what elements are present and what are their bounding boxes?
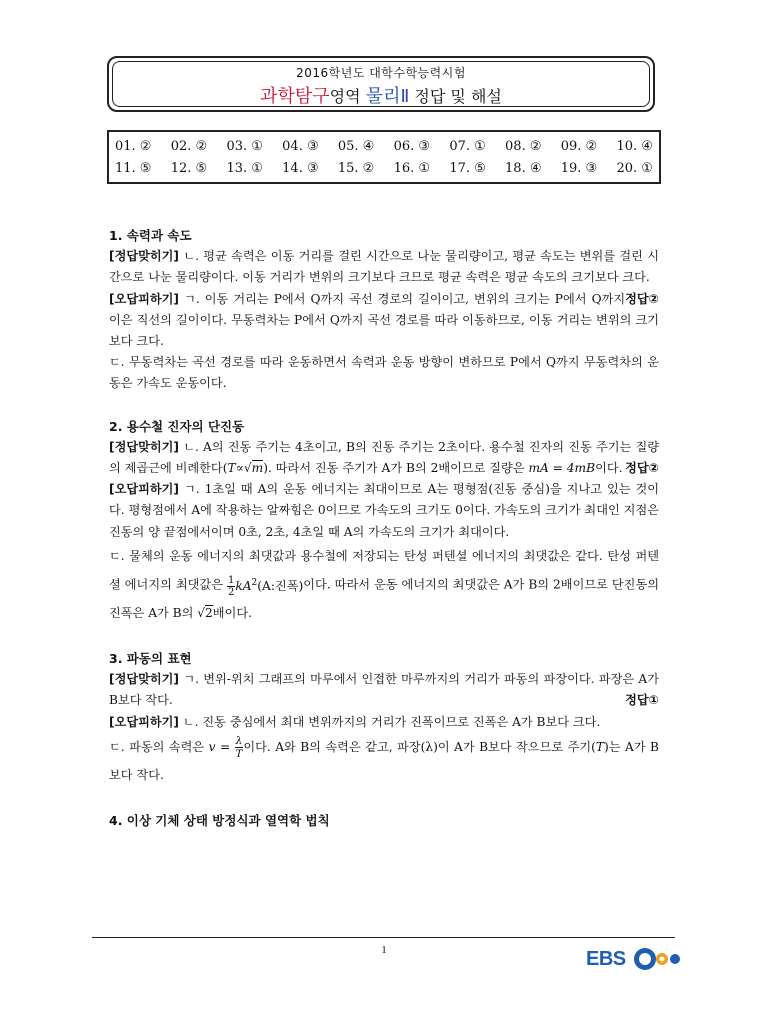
correct-text-c: 이다. — [595, 461, 623, 476]
fraction-denominator: T — [235, 747, 243, 760]
subject-title — [109, 82, 653, 108]
wrong-explanation-2: ㄷ. 무동력차는 곡선 경로를 따라 운동하면서 속력과 운동 방향이 변하므로 P에서 Q까지 무동력차의 운동은 가속도 운동이다. — [109, 355, 659, 391]
answer-cell: 20. ① — [616, 161, 653, 176]
answer-cell: 15. ② — [337, 161, 375, 176]
formula-mass-var: m — [251, 461, 264, 476]
answer-cell: 12. ⑤ — [170, 161, 208, 176]
subject-category: 과학탐구 — [260, 86, 330, 107]
answer-cell: 03. ① — [226, 139, 263, 154]
correct-explanation — [109, 437, 659, 479]
answer-cell: 06. ③ — [393, 139, 431, 154]
answer-cell: 11. ⑤ — [115, 161, 152, 176]
ebs-logo-text: EBS — [586, 947, 626, 970]
answer-cell: 19. ③ — [560, 161, 598, 176]
ebs-logo — [586, 945, 684, 973]
formula-period: T — [595, 739, 605, 754]
question-heading: 2. 용수철 진자의 단진동 — [109, 418, 245, 434]
answer-cell: 13. ① — [226, 161, 263, 176]
fraction-numerator: 1 — [227, 574, 235, 586]
wrong-text-2c: 배이다. — [212, 605, 252, 620]
answer-key-table — [107, 130, 661, 184]
formula-sqrt: √m — [243, 461, 264, 476]
answer-mark: 정답① — [625, 693, 659, 708]
answer-cell: 10. ④ — [616, 139, 653, 154]
title-suffix: 정답 및 해설 — [414, 87, 502, 106]
answer-cell: 16. ① — [393, 161, 431, 176]
answer-cell: 04. ③ — [282, 139, 319, 154]
subject-name: 물리Ⅱ — [365, 86, 410, 107]
formula-kA: kA — [235, 578, 252, 593]
wrong-explanation — [109, 479, 659, 543]
wrong-explanation — [109, 712, 659, 733]
formula-period: T — [227, 461, 236, 476]
wrong-explanation-2 — [109, 543, 659, 627]
wrong-text-2a: ㄷ. 물체의 운동 에너지의 최댓값과 용수철에 저장되는 탄성 퍼텐셜 에너지의 최댓값은 같다. 탄성 퍼텐셜 에너지의 최댓값은 — [109, 548, 659, 592]
formula-v: v = — [208, 739, 231, 754]
wrong-text: ㄴ. 진동 중심에서 최대 변위까지의 거리가 진폭이므로 진폭은 A가 B보다 크다. — [182, 714, 601, 729]
correct-label: [정답맞히기] — [109, 249, 180, 264]
wrong-label: [오답피하기] — [109, 482, 180, 497]
fraction-numerator: λ — [235, 734, 243, 747]
correct-text-b: ). 따라서 진동 주기가 A가 B의 2배이므로 질량은 — [263, 461, 525, 476]
formula-proportional: ∝ — [235, 461, 244, 476]
answer-cell: 08. ② — [505, 139, 542, 154]
formula-mass-relation: mA = 4mB — [528, 461, 596, 476]
fraction-denominator: 2 — [227, 586, 235, 598]
formula-exponent: 2 — [251, 577, 258, 588]
question-heading: 1. 속력과 속도 — [109, 228, 192, 243]
question-heading: 3. 파동의 표현 — [109, 650, 192, 666]
answer-cell: 09. ② — [560, 139, 598, 154]
sqrt-radicand: 2 — [205, 605, 213, 620]
formula-note: (A:진폭) — [257, 578, 304, 593]
answer-cell: 02. ② — [170, 139, 208, 154]
exam-year-title: 2016학년도 대학수학능력시험 — [296, 66, 466, 80]
ebs-logo-icon — [632, 946, 684, 972]
answer-cell: 07. ① — [449, 139, 486, 154]
formula-energy — [227, 570, 303, 600]
correct-text: ㄱ. 변위-위치 그래프의 마루에서 인접한 마루까지의 거리가 파동의 파장이다. 파장은 A가 B보다 작다. — [109, 672, 659, 708]
wrong-text-2a: ㄷ. 파동의 속력은 — [109, 739, 205, 754]
answer-row — [115, 139, 653, 154]
answer-mark: 정답② — [625, 461, 659, 476]
answer-mark: 정답② — [625, 291, 659, 306]
wrong-text: ㄱ. 1초일 때 A의 운동 에너지는 최대이므로 A는 평형점(진동 중심)을 지나고 있는 것이다. 평형점에서 A에 작용하는 알짜힘은 0이므로 가속도의 크기도 0이다. 가속도의 크기가 최대인 지점은 진동의 양 끝점에서이며 0초, 2초, 4초일 때 A의 가속도의 크기가 최대이다. — [109, 482, 660, 539]
subject-area: 영역 — [329, 87, 361, 106]
explanation-body — [109, 225, 659, 831]
wrong-explanation-2 — [109, 733, 659, 789]
correct-text: ㄴ. A의 진동 주기는 4초이고, B의 진동 주기는 2초이다. 용수철 진자의 진동 주기는 질량의 제곱근에 비례한다( — [109, 439, 659, 476]
wrong-text-2c: )는 A가 B보다 작다. — [109, 739, 659, 782]
wrong-label: [오답피하기] — [109, 714, 180, 729]
footer-divider — [92, 937, 675, 938]
wrong-label: [오답피하기] — [109, 291, 180, 306]
page-number: 1 — [381, 944, 387, 956]
correct-label: [정답맞히기] — [109, 672, 180, 687]
answer-row — [115, 161, 653, 176]
wrong-text-2b: 이다. 따라서 운동 에너지의 최댓값은 A가 B의 2배이므로 단진동의 진폭은 A가 B의 — [109, 577, 659, 620]
formula-sqrt2: √2 — [197, 605, 213, 620]
wrong-text: ㄱ. 이동 거리는 P에서 Q까지 곡선 경로의 길이이고, 변위의 크기는 P에서 Q까지 이은 직선의 길이이다. 무동력차는 P에서 Q까지 곡선 경로를 따라 이동하므로, 이동 거리는 변위의 크기보다 크다. — [109, 291, 659, 349]
question-heading: 4. 이상 기체 상태 방정식과 열역학 법칙 — [109, 812, 330, 828]
correct-explanation — [109, 669, 659, 711]
title-box — [107, 56, 655, 112]
correct-label: [정답맞히기] — [109, 439, 180, 454]
answer-cell: 01. ② — [115, 139, 152, 154]
answer-cell: 17. ⑤ — [449, 161, 486, 176]
correct-text: ㄴ. 평균 속력은 이동 거리를 걸린 시간으로 나눈 물리량이고, 평균 속도는 변위를 걸린 시간으로 나눈 물리량이다. 이동 거리가 변위의 크기보다 크므로 평균 속력은 평균 속도의 크기보다 크다. — [109, 249, 660, 285]
wrong-explanation — [109, 289, 659, 353]
answer-cell: 05. ④ — [337, 139, 375, 154]
answer-cell: 18. ④ — [505, 161, 542, 176]
answer-cell: 14. ③ — [282, 161, 319, 176]
wrong-text-2b: 이다. A와 B의 속력은 같고, 파장(λ)이 A가 B보다 작으므로 주기( — [243, 739, 596, 754]
